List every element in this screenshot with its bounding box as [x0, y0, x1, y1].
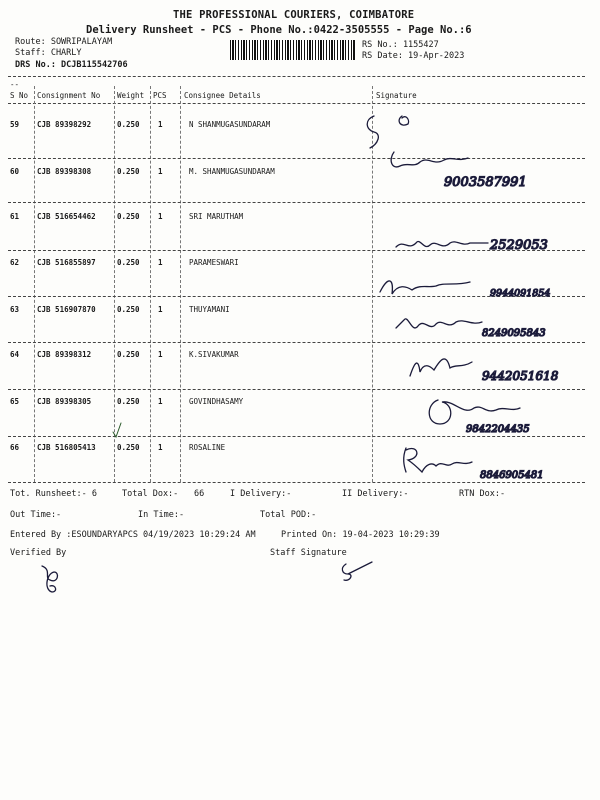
- printed-on: Printed On: 19-04-2023 10:29:39: [281, 530, 440, 540]
- row-pcs: 1: [158, 212, 163, 221]
- row-pcs: 1: [158, 350, 163, 359]
- row-consignee: GOVINDHASAMY: [189, 397, 244, 406]
- row-sno: 65: [10, 397, 20, 406]
- i-delivery: I Delivery:-: [230, 489, 292, 499]
- row-weight: 0.250: [117, 350, 140, 359]
- row-pcs: 1: [158, 167, 163, 176]
- total-pod: Total POD:-: [260, 510, 317, 520]
- row-consignment: CJB 516907870: [37, 305, 96, 314]
- row-weight: 0.250: [117, 120, 140, 129]
- row-weight: 0.250: [117, 258, 140, 267]
- svg-text:8846905481: 8846905481: [480, 470, 544, 481]
- svg-text:9944091854: 9944091854: [490, 288, 551, 299]
- col-weight: Weight: [117, 91, 145, 100]
- svg-text:9442051618: 9442051618: [482, 369, 559, 383]
- svg-text:2529053: 2529053: [490, 238, 548, 253]
- row-consignment: CJB 516654462: [37, 212, 96, 221]
- header-divider: [8, 76, 585, 77]
- svg-text:8249095843: 8249095843: [482, 328, 546, 339]
- col-signature: Signature: [376, 91, 417, 100]
- drs-number: DRS No.: DCJB115542706: [15, 60, 128, 70]
- row-sno: 61: [10, 212, 20, 221]
- runsheet-subtitle: Delivery Runsheet - PCS - Phone No.:0422-3505555 - Page No.:6: [86, 24, 472, 36]
- row-pcs: 1: [158, 120, 163, 129]
- staff-label: Staff: CHARLY: [15, 48, 82, 58]
- route-label: Route: SOWRIPALAYAM: [15, 37, 113, 47]
- col-consignment: Consignment No: [37, 91, 101, 100]
- entered-by: Entered By :ESOUNDARYAPCS 04/19/2023 10:29:24 AM: [10, 530, 256, 540]
- row-consignee: THUYAMANI: [189, 305, 230, 314]
- row-sno: 59: [10, 120, 20, 129]
- row-pcs: 1: [158, 258, 163, 267]
- col-sno: S No: [10, 91, 29, 100]
- row-consignment: CJB 516855897: [37, 258, 96, 267]
- staff-signature: [334, 558, 378, 584]
- ii-delivery: II Delivery:-: [342, 489, 409, 499]
- row-consignee: SRI MARUTHAM: [189, 212, 244, 221]
- rs-number: RS No.: 1155427: [362, 40, 439, 50]
- row-sno: 60: [10, 167, 20, 176]
- out-time: Out Time:-: [10, 510, 62, 520]
- verified-by: Verified By: [10, 548, 67, 558]
- signature-row-62: [372, 266, 582, 306]
- rs-date: RS Date: 19-Apr-2023: [362, 51, 465, 61]
- row-sno: 66: [10, 443, 20, 452]
- svg-text:9842204435: 9842204435: [466, 424, 530, 435]
- row-sno: 63: [10, 305, 20, 314]
- row-consignment: CJB 516805413: [37, 443, 96, 452]
- row-consignee: PARAMESWARI: [189, 258, 239, 267]
- row-weight: 0.250: [117, 443, 140, 452]
- col-consignee: Consignee Details: [184, 91, 261, 100]
- signature-row-61: [390, 225, 590, 261]
- signature-row-63: [390, 304, 590, 346]
- row-consignment: CJB 89398292: [37, 120, 92, 129]
- row-sno: 64: [10, 350, 20, 359]
- runsheet-page: THE PROFESSIONAL COURIERS, COIMBATORE Delivery Runsheet - PCS - Phone No.:0422-3505555 - Page No.:6 Route: SOWRIPALAYAM Staff: CHARLY DRS No.: DCJB115542706 RS No.: 1155427 RS Date: 19-Apr-2023 -- S No Consignment No Weight PCS Consignee Details Signature 59 CJB 89398292 0.250 1 N SHANMUGASUNDARAM 60 CJB 89398308 0.250 1 M. SHANMUGASUNDARAM 61 CJB 516654462 0.250 1 SRI MARUTHAM 62 CJB 516855897 0.250 1 PARAMESWARI 63 CJB 516907870 0.250 1 THUYAMANI 64 CJB 89398312 0.250 1 K.SIVAKUMAR 65 CJB 89398305 0.250 1 GOVINDHASAMY 66 CJB 516805413 0.250 1 ROSALINE 9003587991 2529053 9944091854 8249095843 9442051618 9842204435 8846905481 Tot. Runsheet:- 6 Total Dox:- 66 I Delivery:- II Delivery:- RTN Dox:- Out Time:- In Time:- Total POD:- Entered By :ESOUNDARYAPCS 04/19/2023 10:29:24 AM Printed On: 19-04-2023 10:29:39 Verified By Staff Signature: [0, 0, 600, 800]
- in-time: In Time:-: [138, 510, 185, 520]
- row-consignee: ROSALINE: [189, 443, 226, 452]
- row-sno: 62: [10, 258, 20, 267]
- signature-row-60: [372, 148, 562, 196]
- row-pcs: 1: [158, 397, 163, 406]
- barcode: [230, 40, 356, 60]
- row-consignee: M. SHANMUGASUNDARAM: [189, 167, 275, 176]
- tick-mark: [110, 420, 124, 440]
- total-dox-label: Total Dox:-: [122, 489, 179, 499]
- row-consignment: CJB 89398312: [37, 350, 92, 359]
- row-consignment: CJB 89398308: [37, 167, 92, 176]
- company-title: THE PROFESSIONAL COURIERS, COIMBATORE: [173, 9, 415, 21]
- row-consignee: K.SIVAKUMAR: [189, 350, 239, 359]
- staff-signature-label: Staff Signature: [270, 548, 347, 558]
- row-weight: 0.250: [117, 305, 140, 314]
- row-pcs: 1: [158, 305, 163, 314]
- signature-row-65: [424, 394, 594, 440]
- row-pcs: 1: [158, 443, 163, 452]
- verified-signature: [36, 562, 76, 598]
- svg-text:9003587991: 9003587991: [444, 175, 527, 190]
- row-consignee: N SHANMUGASUNDARAM: [189, 120, 271, 129]
- col-pcs: PCS: [153, 91, 167, 100]
- rtn-dox: RTN Dox:-: [459, 489, 506, 499]
- signature-row-66: [396, 440, 596, 484]
- row-weight: 0.250: [117, 167, 140, 176]
- row-consignment: CJB 89398305: [37, 397, 92, 406]
- column-header-divider: [8, 103, 585, 104]
- total-runsheet: Tot. Runsheet:- 6: [10, 489, 97, 499]
- signature-row-64: [400, 346, 590, 388]
- total-dox-value: 66: [194, 489, 205, 499]
- row-weight: 0.250: [117, 212, 140, 221]
- row-weight: 0.250: [117, 397, 140, 406]
